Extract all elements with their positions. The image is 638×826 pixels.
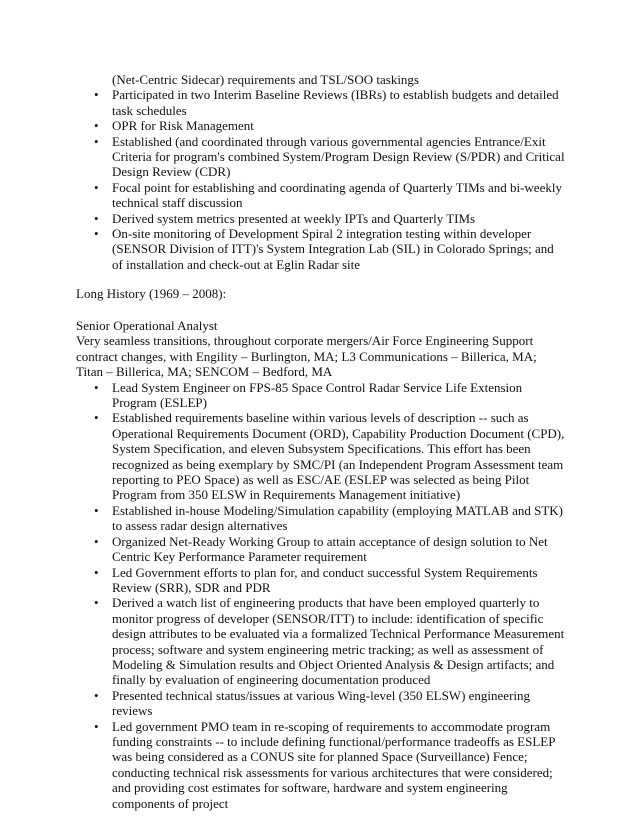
history-section xyxy=(76,286,566,301)
history-summary: Very seamless transitions, throughout corporate mergers/Air Force Engineering Support contract changes, with Engility – Burlington, MA; L3 Communications – Billerica, MA; Titan – Billerica, MA; SENCOM – Bedford, MA xyxy=(76,333,537,380)
bullet-list-top xyxy=(76,87,566,272)
continuation-line: (Net-Centric Sidecar) requirements and TSL/SOO taskings xyxy=(112,72,419,87)
list-item: • Organized Net-Ready Working Group to attain acceptance of design solution to Net Centric Key Performance Parameter requirement xyxy=(76,534,566,565)
list-item: • Participated in two Interim Baseline Reviews (IBRs) to establish budgets and detailed task schedules xyxy=(76,87,566,118)
list-item: • Focal point for establishing and coordinating agenda of Quarterly TIMs and bi-weekly technical staff discussion xyxy=(76,180,566,211)
role-title: Senior Operational Analyst xyxy=(76,318,218,333)
list-item: • Led Government efforts to plan for, and conduct successful System Requirements Review (SRR), SDR and PDR xyxy=(76,565,566,596)
list-item: • Established (and coordinated through various governmental agencies Entrance/Exit Criteria for program's combined System/Program Design Review (S/PDR) and Critical Design Review (CDR) xyxy=(76,134,566,180)
list-item: • On-site monitoring of Development Spiral 2 integration testing within developer (SENSOR Division of ITT)'s System Integration Lab (SIL) in Colorado Springs; and of installation and check-out at Eglin Radar site xyxy=(76,226,566,272)
history-heading: Long History (1969 – 2008): xyxy=(76,286,227,301)
list-item: • Derived system metrics presented at weekly IPTs and Quarterly TIMs xyxy=(76,211,566,226)
bullet-list-history xyxy=(76,380,566,811)
list-item: • Established requirements baseline within various levels of description -- such as Operational Requirements Document (ORD), Capability Production Document (CPD), System Specification, and eleven Subsystem Specifications. This effort has been recognized as being exemplary by SMC/PI (an Independent Program Assessment team reporting to PEO Space) as well as ESC/AE (ESLEP was selected as being Pilot Program from 350 ELSW in Requirements Management initiative) xyxy=(76,410,566,502)
section-continuation xyxy=(76,72,566,272)
history-body xyxy=(76,318,566,811)
list-item: • OPR for Risk Management xyxy=(76,118,566,133)
list-item: • Derived a watch list of engineering products that have been employed quarterly to monitor progress of developer (SENSOR/ITT) to include: identification of specific design attributes to be evaluated via a formalized Technical Performance Measurement process; software and system engineering metric tracking; as well as assessment of Modeling & Simulation results and Object Oriented Analysis & Design artifacts; and finally by evaluation of engineering documentation produced xyxy=(76,595,566,687)
list-item: • Established in-house Modeling/Simulation capability (employing MATLAB and STK) to assess radar design alternatives xyxy=(76,503,566,534)
list-item: • Led government PMO team in re-scoping of requirements to accommodate program funding constraints -- to include defining functional/performance tradeoffs as ESLEP was being considered as a CONUS site for planned Space (Surveillance) Fence; conducting technical risk assessments for various architectures that were considered; and providing cost estimates for software, hardware and system engineering components of project xyxy=(76,719,566,811)
list-item: • Lead System Engineer on FPS-85 Space Control Radar Service Life Extension Program (ESLEP) xyxy=(76,380,566,411)
list-item: • Presented technical status/issues at various Wing-level (350 ELSW) engineering reviews xyxy=(76,688,566,719)
